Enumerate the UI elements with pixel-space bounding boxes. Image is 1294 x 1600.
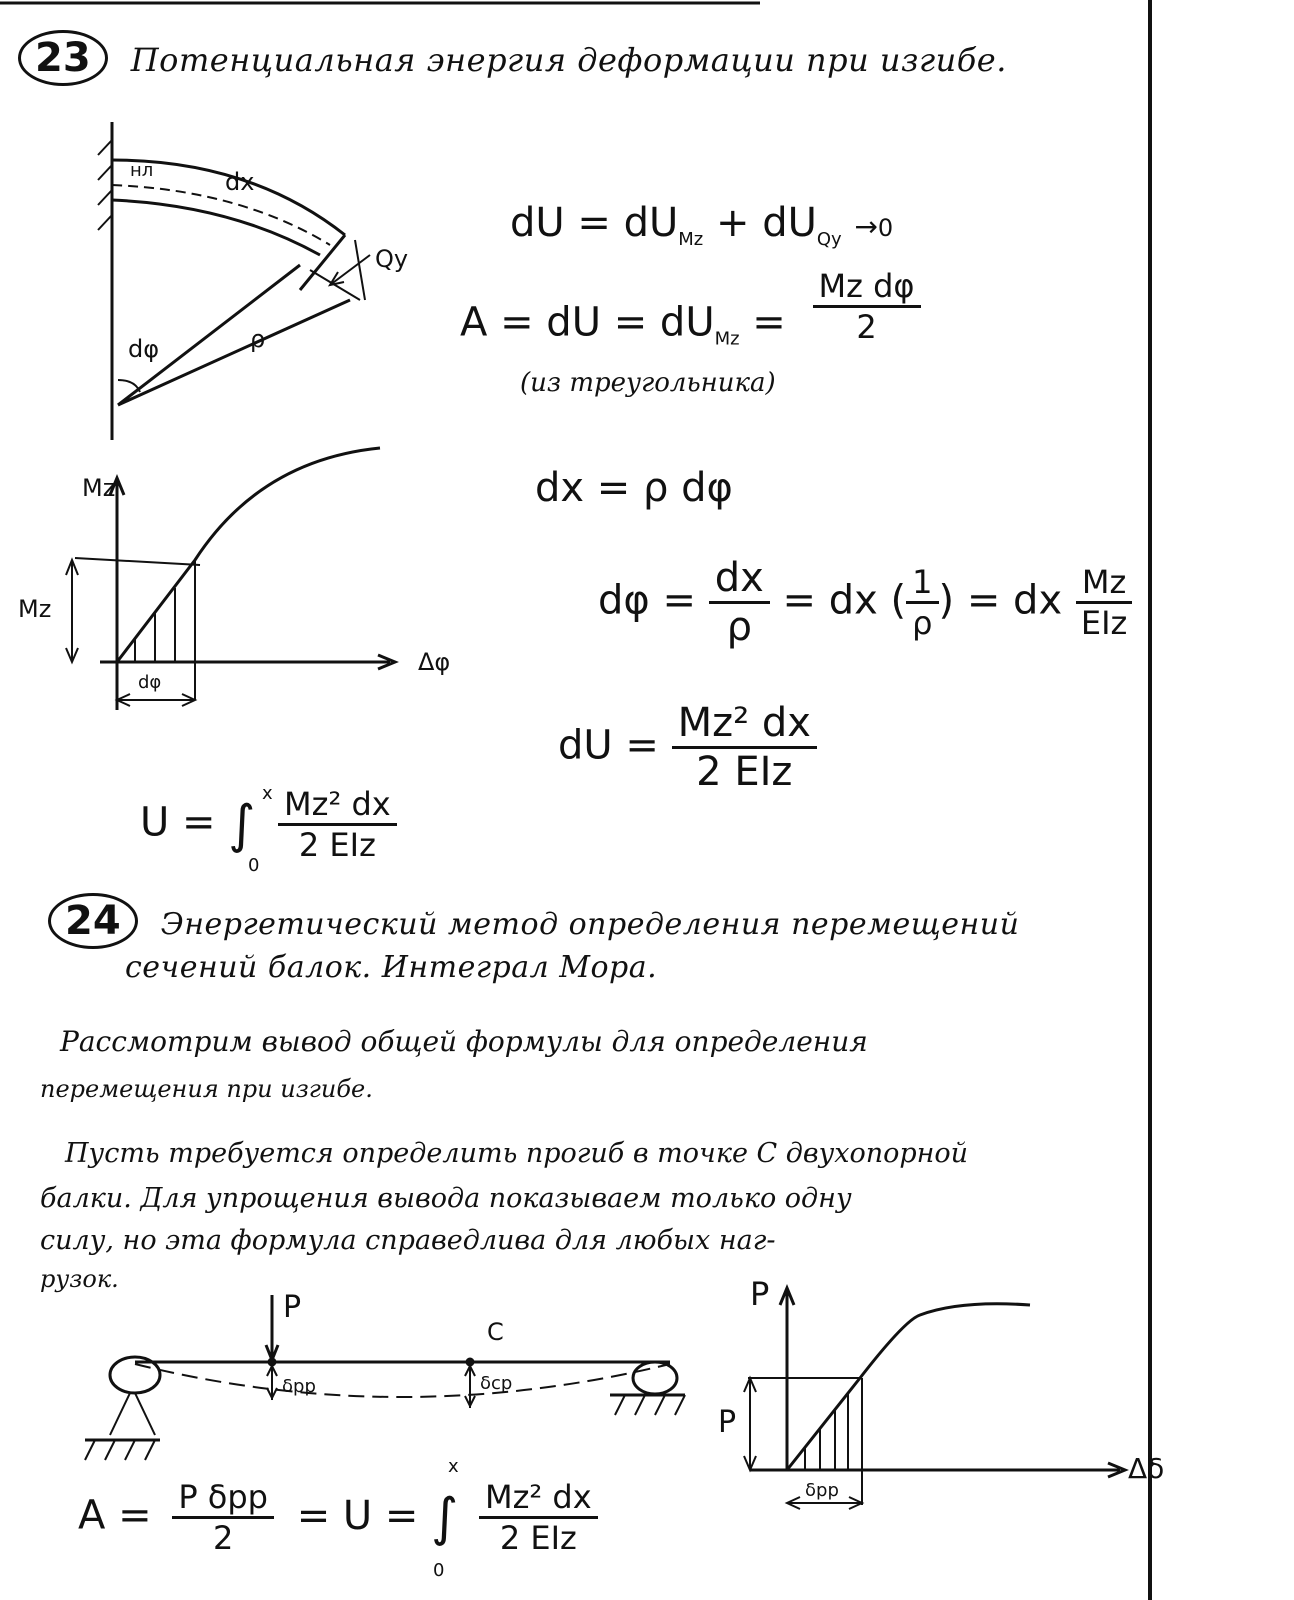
beam-point-c-label: C [487,1318,504,1346]
eq-dphi-frac3-num: Mz [1076,563,1132,604]
eq-mohr-den1: 2 [212,1519,234,1557]
beam-force-label: P [283,1290,302,1325]
eq-work-mohr [78,1456,598,1581]
section-23-number: 23 [18,30,108,86]
eq-du-sub-mz: Mz [678,229,704,250]
integral-sign-icon: ∫ [228,794,256,855]
dphi-angle-label: dφ [128,335,160,363]
section-24-title-line1: Энергетический метод определения перемещений [160,907,1020,942]
eq-work-left: A = dU = dU [460,299,715,346]
eq-du-sub-qy: Qy [816,229,842,250]
eq-mohr-lower-limit: 0 [433,1560,445,1581]
para2-line4: рузок. [40,1265,119,1293]
eq-mohr-num1: P δpp [172,1478,274,1519]
eq-mohr-left: A = [78,1492,152,1539]
section-23-title: Потенциальная энергия деформации при изгибе. [130,41,1007,79]
eq-u-lower-limit: 0 [248,855,260,876]
eq-du-result-num: Mz² dx [672,700,817,749]
eq-dphi-frac1-num: dx [709,555,770,604]
eq-dphi-frac2-den: ρ [912,604,933,642]
eq-mohr-frac2 [479,1478,598,1557]
eq-u-upper-limit: x [262,783,273,804]
shear-force-label: Qy [375,245,409,273]
eq-dphi-frac1-den: ρ [726,604,752,650]
eq-dphi-left: dφ = [598,577,697,624]
eq-u-num: Mz² dx [278,785,397,826]
eq-du-result-left: dU = [558,722,659,769]
eq-du-part1: dU = dU [510,200,679,246]
eq-dphi-frac3-den: EIz [1080,604,1128,642]
section-24-number: 24 [48,893,138,949]
eq-dphi-frac2-num: 1 [906,563,938,604]
graph2-x-axis-label: Δδ [1128,1452,1165,1485]
para2-line3: силу, но эта формула справедлива для любых наг- [40,1225,776,1256]
eq-u-den: 2 EIz [298,826,376,864]
eq-mohr-den2: 2 EIz [499,1519,577,1557]
eq-dphi-mid: = dx ( [782,577,907,624]
para1-line2: перемещения при изгибе. [40,1075,373,1103]
eq-work-note: (из треугольника) [520,368,776,398]
eq-mohr-mid: = U = [296,1492,419,1539]
beam-dcp-label: δcp [480,1373,513,1394]
graph1-dphi-label: dφ [138,672,162,693]
section-24-title-line2: сечений балок. Интеграл Мора. [125,950,658,985]
para1-line1: Рассмотрим вывод общей формулы для определения [60,1025,868,1058]
beam-dpp-label: δpp [282,1376,316,1397]
dx-label: dx [225,168,255,196]
eq-dphi-mid2: ) = dx [938,577,1063,624]
integral-sign-icon-2: ∫ [431,1487,459,1548]
rho-label: ρ [250,325,266,353]
graph2-dpp-label: δpp [805,1480,839,1501]
graph1-x-axis-label: Δφ [418,648,451,676]
eq-work-equals: = [752,299,786,346]
graph2-force-label: P [718,1405,737,1440]
eq-du-result-den: 2 EIz [696,749,793,795]
graph1-moment-label: Mz [18,595,52,623]
neutral-line-label: нл [130,160,154,181]
arrow-icon: → [854,210,878,243]
eq-dx-rho-dphi: dx = ρ dφ [535,465,733,511]
eq-work-denominator: 2 [856,308,877,346]
graph2-y-axis-label: P [750,1275,770,1313]
eq-work-numerator: Mz dφ [813,267,921,308]
eq-mohr-num2: Mz² dx [479,1478,598,1519]
eq-du-part2: + dU [715,200,817,246]
eq-mohr-upper-limit: x [448,1456,459,1477]
eq-mohr-frac1 [172,1478,274,1557]
eq-du-zero: 0 [877,214,894,242]
graph1-y-axis-label: Mz [82,474,116,502]
para2-line1: Пусть требуется определить прогиб в точке С двухопорной [65,1138,969,1169]
para2-line2: балки. Для упрощения вывода показываем только одну [40,1183,852,1214]
eq-work-sub: Mz [714,328,740,350]
eq-u-left: U = [140,799,216,846]
